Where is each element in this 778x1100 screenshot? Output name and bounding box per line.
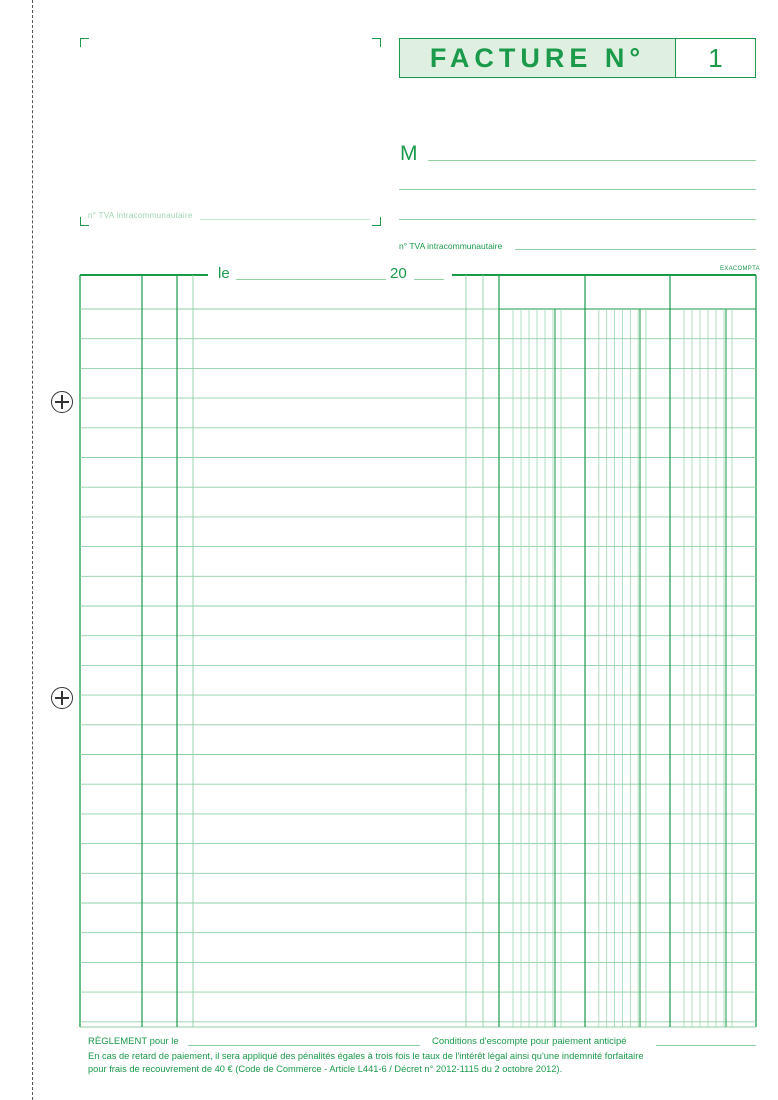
payment-line[interactable]	[188, 1045, 420, 1046]
payment-label: RÈGLEMENT pour le	[88, 1036, 179, 1047]
discount-line[interactable]	[656, 1045, 756, 1046]
year-prefix: 20	[390, 265, 407, 282]
invoice-number: 1	[708, 42, 723, 73]
discount-label: Conditions d'escompte pour paiement anticipé	[432, 1036, 627, 1047]
recipient-prefix: M	[400, 142, 418, 165]
legal-notice-line-1: En cas de retard de paiement, il sera appliqué des pénalités égales à trois fois le taux de l'intérêt légal ainsi qu'une indemnité forfaitaire	[88, 1051, 644, 1061]
vat-label-right: n° TVA intracommunautaire	[399, 241, 503, 251]
invoice-title: FACTURE N°	[400, 39, 676, 77]
date-prefix: le	[218, 265, 230, 282]
brand-label: EXACOMPTA	[720, 266, 760, 272]
vat-label-left: n° TVA intracommunautaire	[88, 211, 193, 220]
legal-notice-line-2: pour frais de recouvrement de 40 € (Code de Commerce - Article L441-6 / Décret n° 2012-1115 du 2 octobre 2012).	[88, 1064, 563, 1074]
